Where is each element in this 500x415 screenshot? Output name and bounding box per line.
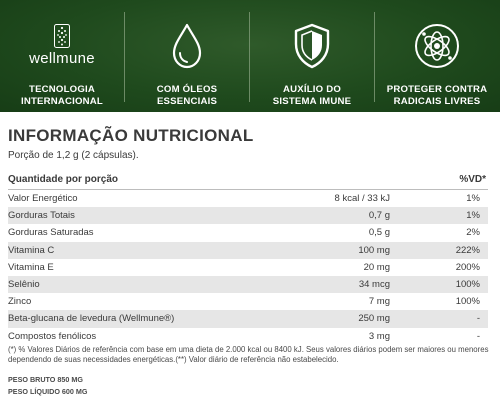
table-row bbox=[8, 190, 488, 207]
table-row bbox=[8, 242, 488, 259]
nutrient-amount: 8 kcal / 33 kJ bbox=[334, 193, 390, 204]
nutrient-amount: 20 mg bbox=[363, 261, 390, 273]
nutrient-name: Gorduras Totais bbox=[8, 210, 75, 222]
table-row bbox=[8, 259, 488, 276]
header-daily-value: %VD* bbox=[459, 174, 486, 185]
table-row bbox=[8, 224, 488, 241]
wellmune-logo bbox=[29, 24, 95, 67]
nutrient-vd: - bbox=[476, 330, 480, 342]
table-row bbox=[8, 328, 488, 345]
nutrient-name: Selênio bbox=[8, 278, 40, 290]
brand-name: wellmune bbox=[29, 49, 95, 67]
feature-label: COM ÓLEOS ESSENCIAIS bbox=[156, 84, 218, 107]
nutrient-name: Vitamina C bbox=[8, 244, 55, 256]
feature-banner bbox=[0, 0, 500, 112]
net-weight: PESO LÍQUIDO 600 MG bbox=[8, 387, 88, 396]
table-row bbox=[8, 276, 488, 293]
gross-weight: PESO BRUTO 850 MG bbox=[8, 375, 83, 384]
nutrient-name: Valor Energético bbox=[8, 193, 78, 204]
nutrient-vd: - bbox=[476, 313, 480, 325]
nutrient-amount: 3 mg bbox=[368, 330, 390, 342]
nutrient-name: Zinco bbox=[8, 296, 32, 308]
nutrient-vd: 100% bbox=[455, 296, 480, 308]
nutrient-amount: 250 mg bbox=[358, 313, 390, 325]
nutrient-vd: 200% bbox=[455, 261, 480, 273]
feature-immune-support bbox=[250, 0, 374, 112]
shield-icon bbox=[291, 22, 333, 70]
feature-essential-oils bbox=[125, 0, 249, 112]
nutrient-name: Vitamina E bbox=[8, 261, 54, 273]
feature-international-technology bbox=[0, 0, 124, 112]
feature-label: TECNOLOGIA INTERNACIONAL bbox=[20, 84, 103, 107]
feature-label: PROTEGER CONTRA RADICAIS LIVRES bbox=[386, 84, 488, 107]
nutrient-vd: 2% bbox=[466, 227, 480, 239]
table-header bbox=[8, 171, 488, 190]
feature-label: AUXÍLIO DO SISTEMA IMUNE bbox=[272, 84, 352, 107]
nutrient-vd: 1% bbox=[466, 210, 480, 222]
wellmune-logo-icon bbox=[54, 24, 70, 48]
oil-drop-icon bbox=[169, 22, 205, 70]
nutrient-vd: 222% bbox=[455, 244, 480, 256]
nutrient-name: Compostos fenólicos bbox=[8, 330, 97, 342]
nutrient-name: Gorduras Saturadas bbox=[8, 227, 94, 239]
nutrient-amount: 7 mg bbox=[368, 296, 390, 308]
nutrient-vd: 1% bbox=[466, 193, 480, 204]
nutrition-table bbox=[8, 171, 488, 345]
nutrient-amount: 0,7 g bbox=[368, 210, 390, 222]
header-quantity: Quantidade por porção bbox=[8, 174, 119, 185]
nutrient-amount: 0,5 g bbox=[368, 227, 390, 239]
table-row bbox=[8, 293, 488, 310]
nutrient-amount: 100 mg bbox=[358, 244, 390, 256]
table-row bbox=[8, 310, 488, 327]
nutrient-name: Beta-glucana de levedura (Wellmune®) bbox=[8, 313, 175, 325]
portion-size: Porção de 1,2 g (2 cápsulas). bbox=[8, 150, 139, 161]
nutrient-amount: 34 mcg bbox=[358, 278, 390, 290]
nutrition-title: INFORMAÇÃO NUTRICIONAL bbox=[8, 126, 254, 145]
nutrient-vd: 100% bbox=[455, 278, 480, 290]
table-row bbox=[8, 207, 488, 224]
atom-icon bbox=[412, 21, 462, 71]
feature-free-radicals bbox=[375, 0, 499, 112]
daily-value-footnote: (*) % Valores Diários de referência com base em uma dieta de 2.000 kcal ou 8400 kJ. Seus valores diários podem ser maiores ou menores dependendo de suas necessidades energéticas.(**) Valor diário de referência não estabelecido. bbox=[8, 345, 489, 364]
